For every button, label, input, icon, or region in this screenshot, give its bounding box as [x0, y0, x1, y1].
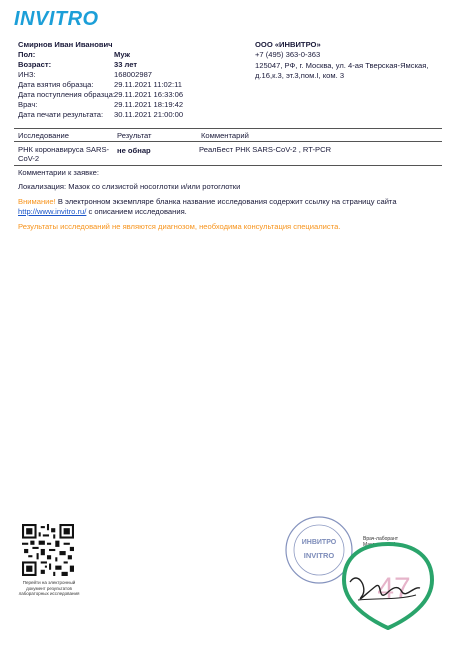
patient-field-value: 29.11.2021 11:02:11 — [114, 80, 182, 89]
patient-field-label: ИНЗ: — [18, 70, 36, 79]
qr-caption-line-3: лабораторных исследования — [18, 591, 80, 596]
table-top-rule — [14, 128, 442, 129]
company-name: ООО «ИНВИТРО» — [255, 40, 321, 49]
qr-caption — [14, 580, 84, 597]
disclaimer-text: Результаты исследований не являются диагнозом, необходима консультация специалиста. — [18, 222, 341, 231]
site-link[interactable]: http://www.invitro.ru/ — [18, 207, 87, 216]
col-header-result: Результат — [117, 131, 152, 140]
test-name-line-2: CoV-2 — [18, 154, 40, 163]
patient-field-label: Дата печати результата: — [18, 110, 104, 119]
patient-name: Смирнов Иван Иванович — [18, 40, 113, 49]
company-address-1: 125047, РФ, г. Москва, ул. 4-ая Тверская-Ямская, — [255, 61, 429, 70]
site-link-suffix: с описанием исследования. — [86, 207, 187, 216]
signer-name: Макарова Т. А. — [363, 542, 398, 548]
stamp-text-top: ИНВИТРО — [301, 539, 337, 546]
test-result: не обнар — [117, 146, 151, 155]
comments-label: Комментарии к заявке: — [18, 168, 99, 177]
patient-field-value: 29.11.2021 16:33:06 — [114, 90, 184, 99]
test-comment: РеалБест РНК SARS-CoV-2 , RT-PCR — [199, 145, 332, 154]
company-phone: +7 (495) 363-0-363 — [255, 50, 321, 59]
patient-field-value: 29.11.2021 18:19:42 — [114, 100, 184, 109]
patient-field-label: Дата взятия образца: — [18, 80, 94, 89]
attention-note — [18, 197, 438, 207]
col-header-test: Исследование — [18, 131, 70, 140]
table-bottom-rule — [14, 165, 442, 166]
patient-field-label: Пол: — [18, 50, 36, 59]
patient-field-label: Дата поступления образца: — [18, 90, 115, 99]
table-header-rule — [14, 141, 442, 142]
signer-title: Врач-лаборант — [363, 536, 399, 542]
test-name-line-1: РНК коронавируса SARS- — [18, 145, 110, 154]
localization-text: Локализация: Мазок со слизистой носоглотки и/или ротоглотки — [18, 182, 241, 191]
invitro-logo: INVITRO — [14, 8, 99, 30]
qr-code-icon[interactable] — [22, 524, 74, 576]
patient-field-value: 168002987 — [114, 70, 153, 79]
attention-word: Внимание! — [18, 197, 56, 206]
company-address-2: д.16,к.3, эт.3,пом.I, ком. 3 — [255, 71, 345, 80]
col-header-comment: Комментарий — [201, 131, 249, 140]
patient-field-value: Муж — [114, 50, 131, 59]
qr-caption-line-2: документ результатов — [26, 585, 72, 591]
signature-badge — [328, 540, 448, 630]
patient-field-label: Возраст: — [18, 60, 52, 69]
patient-field-value: 30.11.2021 21:00:00 — [114, 110, 184, 119]
patient-field-label: Врач: — [18, 100, 38, 109]
qr-caption-line-1: Перейти на электронный — [22, 580, 76, 585]
attention-text: В электронном экземпляре бланка название исследования содержит ссылку на страницу сайта — [55, 197, 397, 206]
badge-number: 47 — [377, 572, 411, 605]
patient-field-value: 33 лет — [114, 60, 138, 69]
stamp-text-mid: INVITRO — [303, 551, 335, 560]
site-link-line — [18, 207, 187, 217]
